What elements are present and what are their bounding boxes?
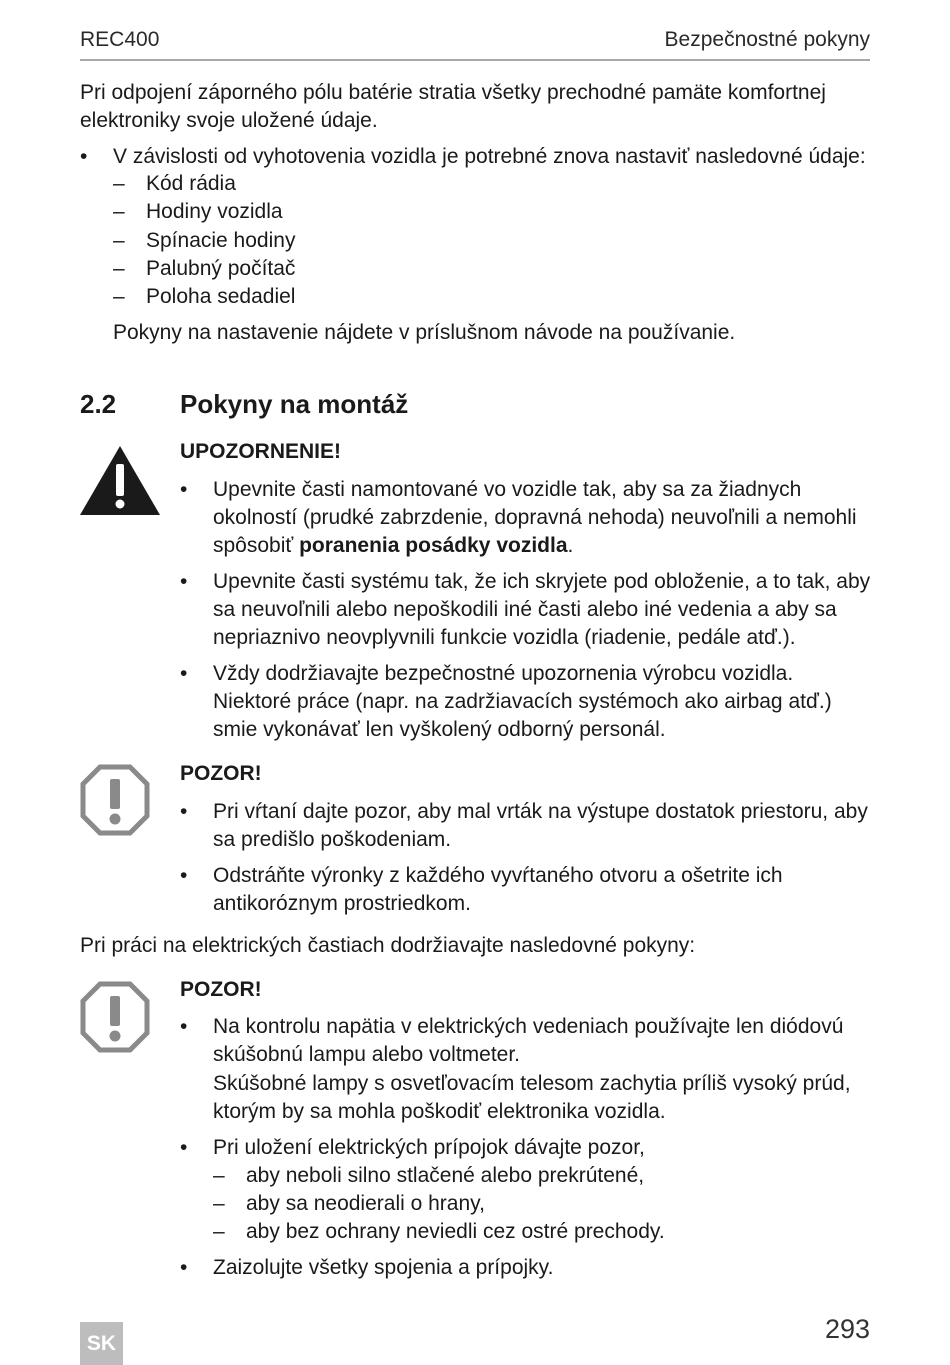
caution-text: sa predišlo poškodeniam. [213, 828, 452, 851]
caution-text: antikoróznym prostriedkom. [213, 892, 471, 915]
language-badge: SK [80, 1322, 123, 1365]
bullet-text: V závislosti od vyhotovenia vozidla je potrebné znova nastaviť nasledovné údaje: [113, 145, 866, 168]
warning-text: nepriaznivo neovplyvnili funkcie vozidla (riadenie, pedále atď.). [213, 626, 796, 649]
caution-text: skúšobnú lampu alebo voltmeter. [213, 1043, 521, 1066]
list-item: aby bez ochrany neviedli cez ostré prechody. [246, 1220, 665, 1243]
bullet-marker: • [180, 800, 188, 823]
warning-text: Niektoré práce (napr. na zadržiavacích systémoch ako airbag atď.) [213, 690, 832, 713]
intro-line: Pri odpojení záporného pólu batérie stratia všetky prechodné pamäte komfortnej [80, 81, 826, 104]
header-rule [80, 59, 870, 61]
note-text: Pokyny na nastavenie nájdete v príslušnom návode na používanie. [113, 321, 736, 344]
electrical-intro: Pri práci na elektrických častiach dodržiavajte nasledovné pokyny: [80, 934, 696, 957]
caution-text: Odstráňte výronky z každého vyvŕtaného otvoru a ošetrite ich [213, 864, 783, 887]
dash-marker: – [113, 285, 125, 308]
caution-text: ktorým by sa mohla poškodiť elektronika vozidla. [213, 1100, 666, 1123]
list-item: Spínacie hodiny [146, 229, 296, 252]
list-item: Kód rádia [146, 172, 236, 195]
caution-label: POZOR! [180, 762, 262, 785]
page-number: 293 [824, 1314, 870, 1344]
list-item: aby sa neodierali o hrany, [246, 1192, 485, 1215]
warning-text: Upevnite časti systému tak, že ich skryjete pod obloženie, a to tak, aby [213, 570, 871, 593]
warning-text: Upevnite časti namontované vo vozidle tak, aby sa za žiadnych [213, 478, 802, 501]
list-item: Poloha sedadiel [146, 285, 296, 308]
bullet-marker: • [180, 1256, 188, 1279]
warning-triangle-icon [80, 446, 160, 516]
dash-marker: – [113, 229, 125, 252]
header-section: Bezpečnostné pokyny [664, 28, 870, 51]
warning-text: okolností (prudké zabrzdenie, dopravná nehoda) neuvoľnili a nemohli [213, 506, 857, 529]
warning-text: smie vykonávať len vyškolený odborný personál. [213, 718, 666, 741]
caution-text: Skúšobné lampy s osvetľovacím telesom zachytia príliš vysoký prúd, [213, 1072, 851, 1095]
warning-text-emphasis: spôsobiť poranenia posádky vozidla. [213, 534, 574, 557]
dash-marker: – [213, 1192, 225, 1215]
section-number: 2.2 [80, 389, 117, 419]
warning-label: UPOZORNENIE! [180, 440, 342, 463]
bullet-marker: • [80, 145, 88, 168]
caution-text: Zaizolujte všetky spojenia a prípojky. [213, 1256, 554, 1279]
section-title: Pokyny na montáž [180, 389, 409, 419]
bullet-marker: • [180, 1015, 188, 1038]
dash-marker: – [113, 172, 125, 195]
dash-marker: – [113, 200, 125, 223]
caution-text: Pri uložení elektrických prípojok dávajte pozor, [213, 1136, 645, 1159]
intro-line: elektroniky svoje uložené údaje. [80, 109, 378, 132]
dash-marker: – [213, 1164, 225, 1187]
bullet-marker: • [180, 1136, 188, 1159]
list-item: aby neboli silno stlačené alebo prekrútené, [246, 1164, 645, 1187]
caution-octagon-icon [80, 981, 150, 1053]
warning-text: Vždy dodržiavajte bezpečnostné upozornenia výrobcu vozidla. [213, 662, 794, 685]
caution-octagon-icon [80, 764, 150, 836]
bullet-marker: • [180, 864, 188, 887]
dash-marker: – [113, 257, 125, 280]
caution-text: Na kontrolu napätia v elektrických vedeniach používajte len diódovú [213, 1015, 844, 1038]
list-item: Hodiny vozidla [146, 200, 283, 223]
emphasis-text: poranenia posádky vozidla [299, 534, 568, 557]
bullet-marker: • [180, 570, 188, 593]
caution-text: Pri vŕtaní dajte pozor, aby mal vrták na výstupe dostatok priestoru, aby [213, 800, 868, 823]
list-item: Palubný počítač [146, 257, 296, 280]
warning-text: sa neuvoľnili alebo nepoškodili iné časti alebo iné vedenia a aby sa [213, 598, 837, 621]
bullet-marker: • [180, 478, 188, 501]
header-product: REC400 [80, 28, 160, 51]
dash-marker: – [213, 1220, 225, 1243]
caution-label: POZOR! [180, 978, 262, 1001]
bullet-marker: • [180, 662, 188, 685]
